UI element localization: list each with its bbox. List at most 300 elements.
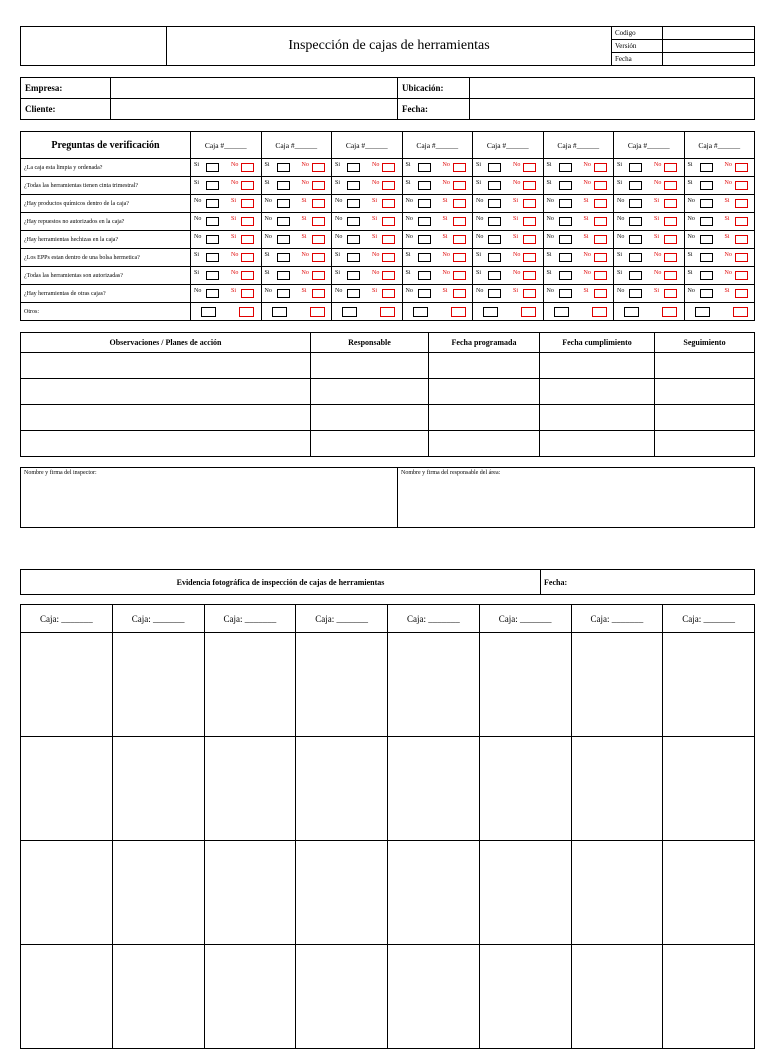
checkbox-alert[interactable]: [312, 217, 325, 226]
checkbox[interactable]: [629, 217, 642, 226]
photo-box-label[interactable]: Caja: _______: [296, 605, 388, 633]
photo-cell[interactable]: [204, 737, 296, 841]
photo-box-label[interactable]: Caja: _______: [112, 605, 204, 633]
checkbox-alert[interactable]: [453, 163, 466, 172]
checkbox[interactable]: [347, 217, 360, 226]
question-text: ¿Hay herramientas de otras cajas?: [21, 285, 191, 303]
checkbox[interactable]: [488, 217, 501, 226]
version-value[interactable]: [663, 40, 755, 53]
option-label-alert: No: [372, 252, 380, 258]
checkbox-alert[interactable]: [664, 235, 677, 244]
checkbox[interactable]: [629, 271, 642, 280]
photo-box-label[interactable]: Caja: _______: [21, 605, 113, 633]
checkbox-alert[interactable]: [594, 199, 607, 208]
observation-cell[interactable]: [429, 405, 540, 431]
photo-box-label[interactable]: Caja: _______: [663, 605, 755, 633]
observation-cell[interactable]: [540, 353, 655, 379]
photo-cell[interactable]: [479, 841, 571, 945]
checkbox[interactable]: [483, 307, 498, 317]
photo-box-label[interactable]: Caja: _______: [571, 605, 663, 633]
checkbox[interactable]: [206, 289, 219, 298]
checkbox[interactable]: [559, 235, 572, 244]
checkbox[interactable]: [418, 235, 431, 244]
cliente-field[interactable]: [111, 99, 398, 120]
checkbox[interactable]: [418, 289, 431, 298]
box-number-header[interactable]: Caja #______: [473, 132, 544, 159]
code-value[interactable]: [663, 27, 755, 40]
photo-cell[interactable]: [663, 737, 755, 841]
option-label-alert: No: [654, 252, 662, 258]
observation-cell[interactable]: [311, 405, 429, 431]
option-label: No: [194, 234, 202, 240]
checkbox[interactable]: [700, 253, 713, 262]
checkbox[interactable]: [629, 235, 642, 244]
checkbox-alert[interactable]: [239, 307, 254, 317]
option-label: No: [264, 198, 272, 204]
photo-cell[interactable]: [21, 737, 113, 841]
checkbox[interactable]: [347, 181, 360, 190]
checkbox-alert[interactable]: [664, 199, 677, 208]
photo-cell[interactable]: [479, 945, 571, 1049]
option-label-alert: Si: [583, 234, 589, 240]
question-row: [21, 159, 755, 177]
option-label-alert: Si: [442, 234, 448, 240]
box-number-header[interactable]: Caja #______: [402, 132, 473, 159]
checkbox-alert[interactable]: [453, 217, 466, 226]
checkbox-alert[interactable]: [451, 307, 466, 317]
checkbox[interactable]: [554, 307, 569, 317]
answer-cell: [473, 195, 544, 213]
observation-cell[interactable]: [311, 353, 429, 379]
question-text: ¿Hay productos químicos dentro de la caja?: [21, 195, 191, 213]
observation-cell[interactable]: [21, 353, 311, 379]
checkbox-alert[interactable]: [241, 235, 254, 244]
obs-header: Observaciones / Planes de acción: [21, 333, 311, 353]
photo-cell[interactable]: [112, 633, 204, 737]
box-number-header[interactable]: Caja #______: [332, 132, 403, 159]
checkbox[interactable]: [559, 253, 572, 262]
photo-cell[interactable]: [21, 945, 113, 1049]
photo-cell[interactable]: [21, 633, 113, 737]
photo-cell[interactable]: [21, 841, 113, 945]
checkbox[interactable]: [206, 271, 219, 280]
photo-row: [21, 945, 755, 1049]
option-label-alert: No: [231, 162, 239, 168]
checkbox[interactable]: [277, 235, 290, 244]
checkbox-alert[interactable]: [523, 235, 536, 244]
box-number-header[interactable]: Caja #______: [191, 132, 262, 159]
checkbox[interactable]: [488, 163, 501, 172]
checkbox[interactable]: [206, 217, 219, 226]
photo-cell[interactable]: [388, 633, 480, 737]
checkbox[interactable]: [277, 199, 290, 208]
checkbox[interactable]: [559, 289, 572, 298]
option-label-alert: Si: [372, 234, 378, 240]
option-label-alert: Si: [442, 198, 448, 204]
checkbox[interactable]: [700, 271, 713, 280]
answer-cell: [684, 159, 755, 177]
photo-box-label[interactable]: Caja: _______: [479, 605, 571, 633]
checkbox-alert[interactable]: [241, 181, 254, 190]
photo-cell[interactable]: [296, 945, 388, 1049]
fecha-programada-header: Fecha programada: [429, 333, 540, 353]
checkbox[interactable]: [629, 163, 642, 172]
option-label: No: [405, 288, 413, 294]
ubicacion-field[interactable]: [470, 78, 755, 99]
observation-cell[interactable]: [311, 431, 429, 457]
checkbox-alert[interactable]: [312, 199, 325, 208]
checkbox-alert[interactable]: [523, 289, 536, 298]
photo-cell[interactable]: [112, 737, 204, 841]
option-label-alert: No: [724, 162, 732, 168]
checkbox-alert[interactable]: [380, 307, 395, 317]
observation-row: [21, 431, 755, 457]
option-label-alert: Si: [372, 288, 378, 294]
photo-cell[interactable]: [479, 633, 571, 737]
checkbox-alert[interactable]: [735, 181, 748, 190]
checkbox-alert[interactable]: [735, 289, 748, 298]
date-meta-value[interactable]: [663, 53, 755, 66]
answer-cell: [191, 267, 262, 285]
photo-row: [21, 737, 755, 841]
answer-cell: [332, 285, 403, 303]
answer-cell: [543, 177, 614, 195]
option-label-alert: No: [513, 270, 521, 276]
checkbox-alert[interactable]: [382, 199, 395, 208]
checkbox[interactable]: [488, 253, 501, 262]
answer-cell: [684, 195, 755, 213]
option-label-alert: Si: [231, 288, 237, 294]
photo-cell[interactable]: [571, 737, 663, 841]
observation-cell[interactable]: [429, 431, 540, 457]
checkbox-alert[interactable]: [241, 163, 254, 172]
question-text: ¿Todas las herramientas son autorizadas?: [21, 267, 191, 285]
checkbox[interactable]: [559, 181, 572, 190]
observation-cell[interactable]: [429, 379, 540, 405]
checkbox-alert[interactable]: [664, 271, 677, 280]
observation-cell[interactable]: [540, 431, 655, 457]
option-label: No: [546, 234, 554, 240]
answer-cell: [261, 249, 332, 267]
option-label-alert: Si: [442, 216, 448, 222]
photo-cell[interactable]: [112, 945, 204, 1049]
checkbox-alert[interactable]: [453, 271, 466, 280]
checkbox[interactable]: [629, 289, 642, 298]
photo-cell[interactable]: [479, 737, 571, 841]
option-label-alert: Si: [724, 288, 730, 294]
observation-cell[interactable]: [655, 431, 755, 457]
option-label: Si: [476, 270, 482, 276]
checkbox[interactable]: [700, 289, 713, 298]
observation-cell[interactable]: [540, 379, 655, 405]
checkbox[interactable]: [206, 199, 219, 208]
checkbox[interactable]: [488, 181, 501, 190]
checkbox[interactable]: [277, 253, 290, 262]
option-label: No: [687, 288, 695, 294]
checkbox-alert[interactable]: [523, 253, 536, 262]
photo-cell[interactable]: [204, 633, 296, 737]
checkbox-alert[interactable]: [382, 217, 395, 226]
photo-cell[interactable]: [388, 737, 480, 841]
photo-cell[interactable]: [388, 841, 480, 945]
checkbox-alert[interactable]: [382, 163, 395, 172]
checkbox-alert[interactable]: [312, 181, 325, 190]
checkbox[interactable]: [206, 163, 219, 172]
checkbox-alert[interactable]: [664, 253, 677, 262]
checkbox[interactable]: [559, 163, 572, 172]
box-number-header[interactable]: Caja #______: [684, 132, 755, 159]
checkbox-alert[interactable]: [594, 235, 607, 244]
checkbox-alert[interactable]: [594, 181, 607, 190]
checkbox[interactable]: [272, 307, 287, 317]
option-label: No: [476, 288, 484, 294]
answer-cell: [332, 159, 403, 177]
answer-cell: [614, 249, 685, 267]
option-label: Si: [194, 252, 200, 258]
photo-cell[interactable]: [663, 841, 755, 945]
checkbox-alert[interactable]: [241, 217, 254, 226]
checkbox-alert[interactable]: [241, 253, 254, 262]
checkbox[interactable]: [413, 307, 428, 317]
answer-cell: [261, 177, 332, 195]
checkbox-alert[interactable]: [312, 163, 325, 172]
checkbox-alert[interactable]: [592, 307, 607, 317]
answer-cell: [543, 195, 614, 213]
checkbox-alert[interactable]: [523, 217, 536, 226]
checkbox[interactable]: [624, 307, 639, 317]
answer-cell: [684, 249, 755, 267]
checkbox-alert[interactable]: [735, 253, 748, 262]
checkbox[interactable]: [488, 289, 501, 298]
checkbox-alert[interactable]: [523, 163, 536, 172]
photo-cell[interactable]: [571, 841, 663, 945]
checkbox[interactable]: [418, 271, 431, 280]
checkbox-alert[interactable]: [735, 163, 748, 172]
checkbox-alert[interactable]: [662, 307, 677, 317]
checkbox[interactable]: [206, 235, 219, 244]
observation-cell[interactable]: [655, 353, 755, 379]
checkbox-alert[interactable]: [733, 307, 748, 317]
checkbox[interactable]: [488, 235, 501, 244]
checkbox[interactable]: [418, 199, 431, 208]
checkbox[interactable]: [418, 217, 431, 226]
checkbox[interactable]: [206, 253, 219, 262]
inspector-signature[interactable]: Nombre y firma del inspector:: [21, 468, 398, 528]
photo-cell[interactable]: [663, 633, 755, 737]
checkbox-alert[interactable]: [453, 181, 466, 190]
checkbox[interactable]: [277, 271, 290, 280]
checkbox[interactable]: [347, 199, 360, 208]
checkbox-alert[interactable]: [664, 181, 677, 190]
observation-cell[interactable]: [21, 431, 311, 457]
checkbox[interactable]: [488, 271, 501, 280]
area-signature[interactable]: Nombre y firma del responsable del área:: [398, 468, 755, 528]
answer-cell: [332, 267, 403, 285]
checkbox-alert[interactable]: [453, 199, 466, 208]
answer-cell: [261, 285, 332, 303]
checkbox[interactable]: [700, 181, 713, 190]
checkbox[interactable]: [629, 181, 642, 190]
checkbox-alert[interactable]: [664, 217, 677, 226]
observation-cell[interactable]: [655, 405, 755, 431]
checkbox[interactable]: [347, 289, 360, 298]
fecha-cumplimiento-header: Fecha cumplimiento: [540, 333, 655, 353]
checkbox-alert[interactable]: [382, 181, 395, 190]
option-label: Si: [264, 180, 270, 186]
checkbox[interactable]: [488, 199, 501, 208]
checkbox[interactable]: [559, 217, 572, 226]
checkbox[interactable]: [418, 163, 431, 172]
option-label: Si: [405, 162, 411, 168]
checkbox-alert[interactable]: [735, 235, 748, 244]
checkbox-alert[interactable]: [382, 271, 395, 280]
option-label: Si: [264, 162, 270, 168]
checkbox[interactable]: [418, 253, 431, 262]
other-cell: [473, 303, 544, 321]
photo-cell[interactable]: [571, 633, 663, 737]
answer-cell: [402, 267, 473, 285]
checkbox[interactable]: [418, 181, 431, 190]
checkbox-alert[interactable]: [521, 307, 536, 317]
checkbox-alert[interactable]: [382, 235, 395, 244]
checkbox-alert[interactable]: [241, 271, 254, 280]
option-label-alert: No: [583, 270, 591, 276]
box-number-header[interactable]: Caja #______: [261, 132, 332, 159]
answer-cell: [332, 177, 403, 195]
option-label: No: [335, 288, 343, 294]
checkbox-alert[interactable]: [523, 181, 536, 190]
option-label: Si: [264, 270, 270, 276]
photo-cell[interactable]: [296, 633, 388, 737]
evidence-date[interactable]: Fecha:: [541, 570, 755, 595]
photo-cell[interactable]: [112, 841, 204, 945]
cliente-label: Cliente:: [21, 99, 111, 120]
checkbox[interactable]: [277, 163, 290, 172]
checkbox[interactable]: [559, 199, 572, 208]
checkbox-alert[interactable]: [664, 289, 677, 298]
checkbox[interactable]: [277, 181, 290, 190]
option-label: No: [687, 234, 695, 240]
observation-cell[interactable]: [540, 405, 655, 431]
checkbox-alert[interactable]: [310, 307, 325, 317]
question-text: ¿Hay repuestos no autorizados en la caja?: [21, 213, 191, 231]
option-label-alert: No: [372, 162, 380, 168]
checkbox[interactable]: [700, 235, 713, 244]
checkbox[interactable]: [695, 307, 710, 317]
photo-cell[interactable]: [296, 737, 388, 841]
option-label-alert: Si: [301, 216, 307, 222]
photo-cell[interactable]: [571, 945, 663, 1049]
observation-cell[interactable]: [21, 379, 311, 405]
option-label: Si: [335, 180, 341, 186]
option-label: No: [405, 198, 413, 204]
answer-cell: [261, 159, 332, 177]
checkbox-alert[interactable]: [523, 271, 536, 280]
other-cell: [332, 303, 403, 321]
box-number-header[interactable]: Caja #______: [543, 132, 614, 159]
checkbox-alert[interactable]: [594, 163, 607, 172]
checkbox-alert[interactable]: [735, 199, 748, 208]
checkbox-alert[interactable]: [453, 235, 466, 244]
checkbox-alert[interactable]: [453, 289, 466, 298]
checkbox-alert[interactable]: [735, 217, 748, 226]
checkbox-alert[interactable]: [453, 253, 466, 262]
checkbox[interactable]: [347, 253, 360, 262]
checkbox[interactable]: [277, 289, 290, 298]
question-text: ¿Todas las herramientas tienen cinta trimestral?: [21, 177, 191, 195]
checkbox-alert[interactable]: [382, 289, 395, 298]
fecha-field[interactable]: [470, 99, 755, 120]
checkbox[interactable]: [277, 217, 290, 226]
checkbox-alert[interactable]: [594, 253, 607, 262]
checkbox-alert[interactable]: [241, 199, 254, 208]
photo-cell[interactable]: [388, 945, 480, 1049]
photo-cell[interactable]: [204, 841, 296, 945]
photo-row: [21, 841, 755, 945]
checkbox[interactable]: [559, 271, 572, 280]
checkbox-alert[interactable]: [523, 199, 536, 208]
photo-cell[interactable]: [296, 841, 388, 945]
checkbox[interactable]: [201, 307, 216, 317]
checkbox-alert[interactable]: [664, 163, 677, 172]
observation-cell[interactable]: [21, 405, 311, 431]
checkbox[interactable]: [700, 217, 713, 226]
empresa-field[interactable]: [111, 78, 398, 99]
answer-cell: [543, 159, 614, 177]
question-row: [21, 231, 755, 249]
checkbox[interactable]: [629, 253, 642, 262]
checkbox-alert[interactable]: [594, 217, 607, 226]
checkbox-alert[interactable]: [312, 289, 325, 298]
photo-box-label[interactable]: Caja: _______: [388, 605, 480, 633]
observation-cell[interactable]: [311, 379, 429, 405]
answer-cell: [261, 231, 332, 249]
option-label: No: [194, 198, 202, 204]
responsable-header: Responsable: [311, 333, 429, 353]
checkbox-alert[interactable]: [382, 253, 395, 262]
checkbox-alert[interactable]: [594, 289, 607, 298]
checkbox[interactable]: [700, 199, 713, 208]
box-number-header[interactable]: Caja #______: [614, 132, 685, 159]
option-label: Si: [194, 270, 200, 276]
option-label: No: [546, 198, 554, 204]
observation-cell[interactable]: [429, 353, 540, 379]
option-label-alert: Si: [231, 216, 237, 222]
answer-cell: [473, 177, 544, 195]
checkbox-alert[interactable]: [312, 235, 325, 244]
checkbox-alert[interactable]: [241, 289, 254, 298]
photo-cell[interactable]: [663, 945, 755, 1049]
option-label: Si: [546, 270, 552, 276]
checkbox[interactable]: [347, 271, 360, 280]
checkbox[interactable]: [347, 163, 360, 172]
other-cell: [402, 303, 473, 321]
checkbox[interactable]: [206, 181, 219, 190]
photo-cell[interactable]: [204, 945, 296, 1049]
checkbox[interactable]: [347, 235, 360, 244]
checkbox[interactable]: [342, 307, 357, 317]
checkbox[interactable]: [700, 163, 713, 172]
checkbox-alert[interactable]: [312, 271, 325, 280]
checkbox[interactable]: [629, 199, 642, 208]
checkbox-alert[interactable]: [312, 253, 325, 262]
checkbox-alert[interactable]: [735, 271, 748, 280]
option-label: Si: [617, 162, 623, 168]
option-label-alert: Si: [513, 216, 519, 222]
photo-box-label[interactable]: Caja: _______: [204, 605, 296, 633]
observation-cell[interactable]: [655, 379, 755, 405]
checkbox-alert[interactable]: [594, 271, 607, 280]
